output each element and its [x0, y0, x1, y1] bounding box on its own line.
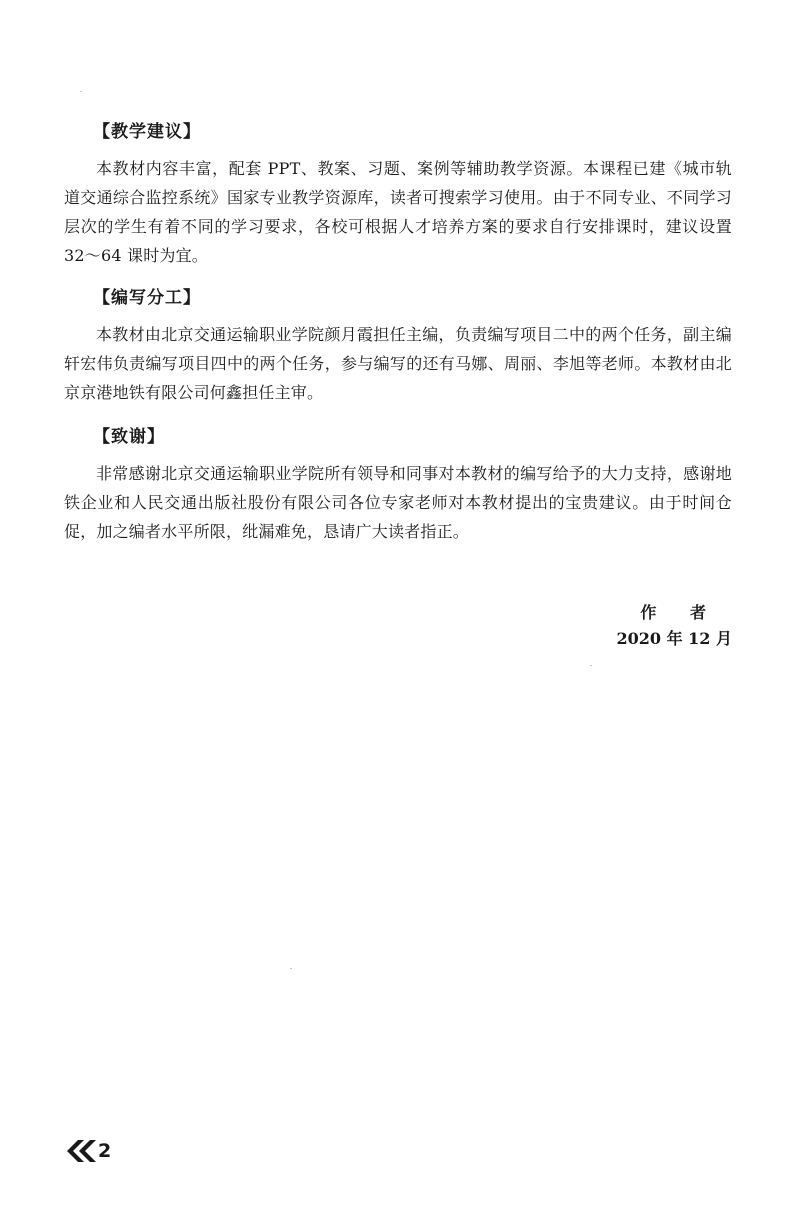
section-paragraph-writing-division: 本教材由北京交通运输职业学院颜月霞担任主编，负责编写项目二中的两个任务，副主编轩宏伟负责编写项目四中的两个任务，参与编写的还有马娜、周丽、李旭等老师。本教材由北京京港地铁有限公司何鑫担任主审。: [64, 325, 732, 402]
scan-speck: [290, 968, 292, 969]
scan-speck: [80, 91, 82, 92]
signature-author: 作 者: [640, 603, 720, 622]
page-number: 2: [98, 1140, 112, 1162]
page-footer: [66, 1140, 111, 1162]
section-heading-writing-division: 【编写分工】: [93, 288, 201, 308]
double-chevron-left-icon: [66, 1140, 96, 1162]
section-paragraph-acknowledgements: 非常感谢北京交通运输职业学院所有领导和同事对本教材的编写给予的大力支持，感谢地铁企业和人民交通出版社股份有限公司各位专家老师对本教材提出的宝贵建议。由于时间仓促，加之编者水平所限，纰漏难免，恳请广大读者指正。: [64, 464, 732, 541]
scan-speck: [590, 665, 592, 666]
section-paragraph-teaching-suggestions: 本教材内容丰富，配套 PPT、教案、习题、案例等辅助教学资源。本课程已建《城市轨道交通综合监控系统》国家专业教学资源库，读者可搜索学习使用。由于不同专业、不同学习层次的学生有着不同的学习要求，各校可根据人才培养方案的要求自行安排课时，建议设置32～64 课时为宜。: [64, 159, 732, 265]
signature-date: 2020 年 12 月: [616, 629, 732, 648]
section-heading-acknowledgements: 【致谢】: [93, 427, 165, 447]
section-heading-teaching-suggestions: 【教学建议】: [93, 122, 201, 142]
